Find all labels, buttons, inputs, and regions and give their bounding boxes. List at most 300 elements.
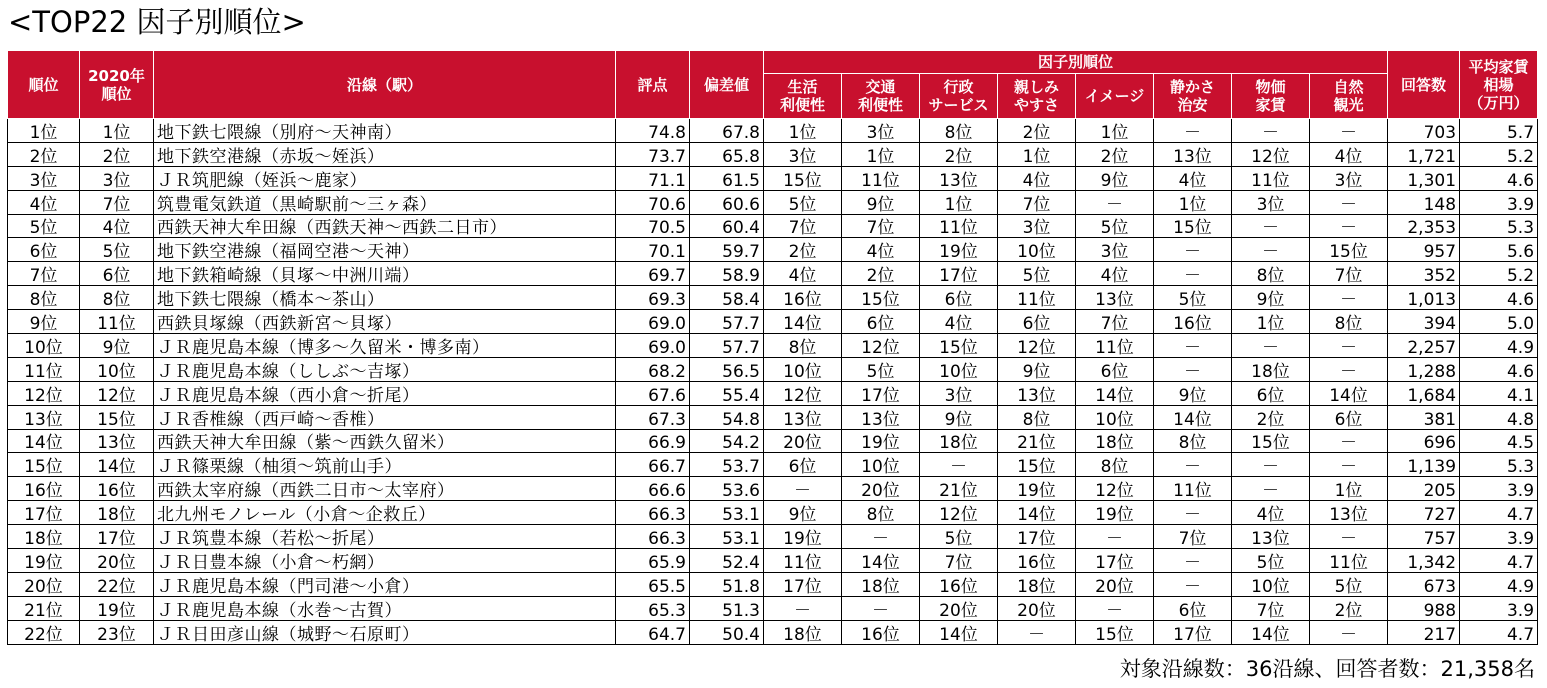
table-row	[8, 381, 1538, 405]
rank-cell: 22位	[8, 620, 80, 644]
respondents-cell: 381	[1388, 405, 1460, 429]
prev-rank-cell: 4位	[80, 214, 154, 238]
factor-image-cell: 20位	[1076, 572, 1154, 596]
factor-convenience-cell: 5位	[764, 190, 842, 214]
factor-safety-cell: 5位	[1154, 286, 1232, 310]
factor-image-cell: 4位	[1076, 262, 1154, 286]
footer-note: 対象沿線数：36沿線、回答者数：21,358名	[1119, 657, 1535, 681]
rank-cell: 14位	[8, 429, 80, 453]
table-row	[8, 142, 1538, 166]
factor-nature-cell: 6位	[1310, 405, 1388, 429]
factor-image-cell: 10位	[1076, 405, 1154, 429]
rent-cell: 4.6	[1460, 357, 1538, 381]
line-cell: ＪＲ筑豊本線（若松～折尾）	[154, 525, 616, 549]
factor-transport-cell: 6位	[842, 310, 920, 334]
factor-transport-cell: 8位	[842, 501, 920, 525]
factor-familiarity-cell: 13位	[998, 381, 1076, 405]
rent-cell: 4.6	[1460, 286, 1538, 310]
line-cell: 北九州モノレール（小倉～企救丘）	[154, 501, 616, 525]
deviation-cell: 53.1	[690, 501, 764, 525]
line-cell: 西鉄貝塚線（西鉄新宮～貝塚）	[154, 310, 616, 334]
factor-image-cell: 1位	[1076, 119, 1154, 143]
rank-cell: 5位	[8, 214, 80, 238]
factor-nature-cell: －	[1310, 620, 1388, 644]
factor-familiarity-cell: 5位	[998, 262, 1076, 286]
factor-prices-cell: 8位	[1232, 262, 1310, 286]
factor-admin-cell: 10位	[920, 357, 998, 381]
factor-nature-cell: －	[1310, 119, 1388, 143]
score-cell: 73.7	[616, 142, 690, 166]
score-cell: 69.7	[616, 262, 690, 286]
line-cell: 地下鉄空港線（福岡空港～天神）	[154, 238, 616, 262]
factor-safety-cell: －	[1154, 357, 1232, 381]
factor-familiarity-cell: －	[998, 620, 1076, 644]
factor-image-cell: －	[1076, 596, 1154, 620]
prev-rank-cell: 8位	[80, 286, 154, 310]
table-row	[8, 357, 1538, 381]
respondents-cell: 757	[1388, 525, 1460, 549]
rent-cell: 5.0	[1460, 310, 1538, 334]
factor-safety-cell: 1位	[1154, 190, 1232, 214]
deviation-cell: 50.4	[690, 620, 764, 644]
factor-convenience-cell: 18位	[764, 620, 842, 644]
rent-cell: 4.5	[1460, 429, 1538, 453]
factor-admin-cell: 14位	[920, 620, 998, 644]
factor-transport-cell: 20位	[842, 477, 920, 501]
factor-safety-cell: 6位	[1154, 596, 1232, 620]
factor-transport-cell: 3位	[842, 119, 920, 143]
factor-admin-cell: 20位	[920, 596, 998, 620]
header-factor-convenience: 生活 利便性	[764, 74, 842, 119]
prev-rank-cell: 13位	[80, 429, 154, 453]
factor-transport-cell: 14位	[842, 549, 920, 573]
factor-transport-cell: 15位	[842, 286, 920, 310]
line-cell: ＪＲ日豊本線（小倉～朽網）	[154, 549, 616, 573]
factor-nature-cell: －	[1310, 334, 1388, 358]
factor-convenience-cell: 14位	[764, 310, 842, 334]
deviation-cell: 51.3	[690, 596, 764, 620]
respondents-cell: 696	[1388, 429, 1460, 453]
factor-familiarity-cell: 10位	[998, 238, 1076, 262]
line-cell: ＪＲ鹿児島本線（水巻～古賀）	[154, 596, 616, 620]
factor-image-cell: 5位	[1076, 214, 1154, 238]
factor-safety-cell: －	[1154, 549, 1232, 573]
respondents-cell: 1,684	[1388, 381, 1460, 405]
header-rent: 平均家賃 相場 （万円）	[1460, 51, 1538, 119]
factor-prices-cell: 6位	[1232, 381, 1310, 405]
line-cell: ＪＲ日田彦山線（城野～石原町）	[154, 620, 616, 644]
factor-familiarity-cell: 12位	[998, 334, 1076, 358]
rent-cell: 4.1	[1460, 381, 1538, 405]
deviation-cell: 54.8	[690, 405, 764, 429]
factor-convenience-cell: 3位	[764, 142, 842, 166]
score-cell: 65.5	[616, 572, 690, 596]
factor-nature-cell: －	[1310, 429, 1388, 453]
prev-rank-cell: 10位	[80, 357, 154, 381]
factor-admin-cell: 5位	[920, 525, 998, 549]
factor-prices-cell: －	[1232, 119, 1310, 143]
prev-rank-cell: 7位	[80, 190, 154, 214]
score-cell: 65.9	[616, 549, 690, 573]
respondents-cell: 1,288	[1388, 357, 1460, 381]
deviation-cell: 54.2	[690, 429, 764, 453]
factor-nature-cell: －	[1310, 190, 1388, 214]
header-factor-group: 因子別順位	[764, 51, 1388, 74]
factor-transport-cell: 17位	[842, 381, 920, 405]
factor-image-cell: 3位	[1076, 238, 1154, 262]
factor-convenience-cell: 12位	[764, 381, 842, 405]
header-factor-safety: 静かさ 治安	[1154, 74, 1232, 119]
factor-convenience-cell: 9位	[764, 501, 842, 525]
prev-rank-cell: 20位	[80, 549, 154, 573]
prev-rank-cell: 2位	[80, 142, 154, 166]
factor-convenience-cell: －	[764, 477, 842, 501]
factor-familiarity-cell: 15位	[998, 453, 1076, 477]
deviation-cell: 53.7	[690, 453, 764, 477]
factor-admin-cell: 12位	[920, 501, 998, 525]
rent-cell: 3.9	[1460, 190, 1538, 214]
factor-prices-cell: 7位	[1232, 596, 1310, 620]
factor-safety-cell: 13位	[1154, 142, 1232, 166]
factor-transport-cell: 11位	[842, 166, 920, 190]
factor-safety-cell: 14位	[1154, 405, 1232, 429]
deviation-cell: 57.7	[690, 310, 764, 334]
factor-prices-cell: 14位	[1232, 620, 1310, 644]
factor-safety-cell: －	[1154, 453, 1232, 477]
table-row	[8, 453, 1538, 477]
factor-safety-cell: 15位	[1154, 214, 1232, 238]
score-cell: 66.9	[616, 429, 690, 453]
table-row	[8, 405, 1538, 429]
factor-admin-cell: －	[920, 453, 998, 477]
header-rank: 順位	[8, 51, 80, 119]
factor-safety-cell: －	[1154, 501, 1232, 525]
line-cell: ＪＲ香椎線（西戸崎～香椎）	[154, 405, 616, 429]
rank-cell: 12位	[8, 381, 80, 405]
header-respondents: 回答数	[1388, 51, 1460, 119]
table-row	[8, 262, 1538, 286]
factor-prices-cell: 15位	[1232, 429, 1310, 453]
header-factor-nature: 自然 観光	[1310, 74, 1388, 119]
deviation-cell: 67.8	[690, 119, 764, 143]
factor-admin-cell: 19位	[920, 238, 998, 262]
factor-familiarity-cell: 19位	[998, 477, 1076, 501]
deviation-cell: 56.5	[690, 357, 764, 381]
factor-convenience-cell: 15位	[764, 166, 842, 190]
respondents-cell: 2,353	[1388, 214, 1460, 238]
rent-cell: 4.7	[1460, 620, 1538, 644]
rent-cell: 4.9	[1460, 334, 1538, 358]
table-row	[8, 525, 1538, 549]
line-cell: 地下鉄空港線（赤坂～姪浜）	[154, 142, 616, 166]
factor-transport-cell: 4位	[842, 238, 920, 262]
score-cell: 70.1	[616, 238, 690, 262]
factor-convenience-cell: 13位	[764, 405, 842, 429]
deviation-cell: 61.5	[690, 166, 764, 190]
respondents-cell: 1,342	[1388, 549, 1460, 573]
factor-admin-cell: 8位	[920, 119, 998, 143]
factor-prices-cell: 4位	[1232, 501, 1310, 525]
factor-familiarity-cell: 16位	[998, 549, 1076, 573]
rank-cell: 2位	[8, 142, 80, 166]
prev-rank-cell: 12位	[80, 381, 154, 405]
score-cell: 67.6	[616, 381, 690, 405]
rank-cell: 1位	[8, 119, 80, 143]
header-deviation: 偏差値	[690, 51, 764, 119]
rank-cell: 8位	[8, 286, 80, 310]
prev-rank-cell: 6位	[80, 262, 154, 286]
factor-admin-cell: 18位	[920, 429, 998, 453]
ranking-table-body	[8, 119, 1538, 645]
rent-cell: 3.9	[1460, 525, 1538, 549]
factor-admin-cell: 4位	[920, 310, 998, 334]
score-cell: 66.6	[616, 477, 690, 501]
factor-prices-cell: 10位	[1232, 572, 1310, 596]
score-cell: 65.3	[616, 596, 690, 620]
factor-nature-cell: 7位	[1310, 262, 1388, 286]
header-factor-admin: 行政 サービス	[920, 74, 998, 119]
rank-cell: 18位	[8, 525, 80, 549]
factor-familiarity-cell: 1位	[998, 142, 1076, 166]
table-row	[8, 334, 1538, 358]
rank-cell: 17位	[8, 501, 80, 525]
deviation-cell: 60.6	[690, 190, 764, 214]
deviation-cell: 53.1	[690, 525, 764, 549]
deviation-cell: 60.4	[690, 214, 764, 238]
score-cell: 66.3	[616, 501, 690, 525]
line-cell: 筑豊電気鉄道（黒崎駅前～三ヶ森）	[154, 190, 616, 214]
factor-convenience-cell: 20位	[764, 429, 842, 453]
factor-familiarity-cell: 8位	[998, 405, 1076, 429]
line-cell: 地下鉄七隈線（別府～天神南）	[154, 119, 616, 143]
factor-prices-cell: 5位	[1232, 549, 1310, 573]
factor-image-cell: 2位	[1076, 142, 1154, 166]
factor-familiarity-cell: 20位	[998, 596, 1076, 620]
score-cell: 71.1	[616, 166, 690, 190]
ranking-table	[7, 50, 1538, 645]
factor-nature-cell: 14位	[1310, 381, 1388, 405]
table-row	[8, 501, 1538, 525]
factor-familiarity-cell: 6位	[998, 310, 1076, 334]
factor-safety-cell: 7位	[1154, 525, 1232, 549]
line-cell: ＪＲ鹿児島本線（博多～久留米・博多南）	[154, 334, 616, 358]
factor-prices-cell: 3位	[1232, 190, 1310, 214]
score-cell: 66.3	[616, 525, 690, 549]
factor-nature-cell: 3位	[1310, 166, 1388, 190]
factor-admin-cell: 6位	[920, 286, 998, 310]
respondents-cell: 988	[1388, 596, 1460, 620]
header-factor-prices: 物価 家賃	[1232, 74, 1310, 119]
rank-cell: 19位	[8, 549, 80, 573]
factor-admin-cell: 15位	[920, 334, 998, 358]
factor-safety-cell: 11位	[1154, 477, 1232, 501]
score-cell: 67.3	[616, 405, 690, 429]
score-cell: 69.3	[616, 286, 690, 310]
respondents-cell: 1,721	[1388, 142, 1460, 166]
line-cell: ＪＲ鹿児島本線（門司港～小倉）	[154, 572, 616, 596]
factor-convenience-cell: 8位	[764, 334, 842, 358]
factor-nature-cell: －	[1310, 286, 1388, 310]
factor-familiarity-cell: 2位	[998, 119, 1076, 143]
factor-prices-cell: 13位	[1232, 525, 1310, 549]
rent-cell: 5.2	[1460, 262, 1538, 286]
factor-prices-cell: 11位	[1232, 166, 1310, 190]
factor-image-cell: 11位	[1076, 334, 1154, 358]
score-cell: 70.6	[616, 190, 690, 214]
header-factor-image: イメージ	[1076, 74, 1154, 119]
rent-cell: 5.6	[1460, 238, 1538, 262]
factor-convenience-cell: 11位	[764, 549, 842, 573]
score-cell: 69.0	[616, 334, 690, 358]
factor-prices-cell: －	[1232, 334, 1310, 358]
factor-prices-cell: 9位	[1232, 286, 1310, 310]
prev-rank-cell: 16位	[80, 477, 154, 501]
header-line: 沿線（駅）	[154, 51, 616, 119]
prev-rank-cell: 9位	[80, 334, 154, 358]
prev-rank-cell: 5位	[80, 238, 154, 262]
factor-admin-cell: 1位	[920, 190, 998, 214]
factor-familiarity-cell: 18位	[998, 572, 1076, 596]
factor-admin-cell: 13位	[920, 166, 998, 190]
rent-cell: 4.8	[1460, 405, 1538, 429]
line-cell: 地下鉄箱崎線（貝塚～中洲川端）	[154, 262, 616, 286]
factor-safety-cell: －	[1154, 334, 1232, 358]
factor-admin-cell: 16位	[920, 572, 998, 596]
factor-image-cell: 19位	[1076, 501, 1154, 525]
factor-convenience-cell: 7位	[764, 214, 842, 238]
factor-nature-cell: －	[1310, 525, 1388, 549]
factor-nature-cell: 4位	[1310, 142, 1388, 166]
table-row	[8, 429, 1538, 453]
rent-cell: 5.3	[1460, 214, 1538, 238]
prev-rank-cell: 3位	[80, 166, 154, 190]
respondents-cell: 957	[1388, 238, 1460, 262]
factor-convenience-cell: 10位	[764, 357, 842, 381]
factor-nature-cell: 2位	[1310, 596, 1388, 620]
factor-image-cell: 14位	[1076, 381, 1154, 405]
deviation-cell: 58.9	[690, 262, 764, 286]
respondents-cell: 1,013	[1388, 286, 1460, 310]
factor-transport-cell: －	[842, 525, 920, 549]
respondents-cell: 727	[1388, 501, 1460, 525]
respondents-cell: 148	[1388, 190, 1460, 214]
factor-nature-cell: 15位	[1310, 238, 1388, 262]
factor-prices-cell: 2位	[1232, 405, 1310, 429]
line-cell: 地下鉄七隈線（橋本～茶山）	[154, 286, 616, 310]
factor-nature-cell: 1位	[1310, 477, 1388, 501]
table-row	[8, 238, 1538, 262]
factor-safety-cell: －	[1154, 262, 1232, 286]
factor-nature-cell: －	[1310, 453, 1388, 477]
factor-nature-cell: 13位	[1310, 501, 1388, 525]
factor-prices-cell: －	[1232, 238, 1310, 262]
rank-cell: 3位	[8, 166, 80, 190]
factor-transport-cell: 16位	[842, 620, 920, 644]
factor-convenience-cell: 19位	[764, 525, 842, 549]
factor-familiarity-cell: 4位	[998, 166, 1076, 190]
factor-prices-cell: 1位	[1232, 310, 1310, 334]
respondents-cell: 217	[1388, 620, 1460, 644]
prev-rank-cell: 23位	[80, 620, 154, 644]
factor-image-cell: 8位	[1076, 453, 1154, 477]
factor-image-cell: 6位	[1076, 357, 1154, 381]
respondents-cell: 205	[1388, 477, 1460, 501]
factor-convenience-cell: 1位	[764, 119, 842, 143]
table-row	[8, 166, 1538, 190]
table-row	[8, 190, 1538, 214]
line-cell: ＪＲ鹿児島本線（ししぶ～吉塚）	[154, 357, 616, 381]
factor-safety-cell: －	[1154, 238, 1232, 262]
factor-familiarity-cell: 7位	[998, 190, 1076, 214]
factor-convenience-cell: 17位	[764, 572, 842, 596]
line-cell: 西鉄天神大牟田線（紫～西鉄久留米）	[154, 429, 616, 453]
rent-cell: 3.9	[1460, 477, 1538, 501]
factor-image-cell: 15位	[1076, 620, 1154, 644]
factor-safety-cell: 4位	[1154, 166, 1232, 190]
factor-prices-cell: －	[1232, 214, 1310, 238]
factor-familiarity-cell: 21位	[998, 429, 1076, 453]
factor-nature-cell: －	[1310, 214, 1388, 238]
factor-prices-cell: 18位	[1232, 357, 1310, 381]
factor-transport-cell: 18位	[842, 572, 920, 596]
factor-image-cell: 13位	[1076, 286, 1154, 310]
factor-image-cell: 9位	[1076, 166, 1154, 190]
score-cell: 74.8	[616, 119, 690, 143]
factor-familiarity-cell: 3位	[998, 214, 1076, 238]
factor-admin-cell: 3位	[920, 381, 998, 405]
respondents-cell: 703	[1388, 119, 1460, 143]
factor-convenience-cell: －	[764, 596, 842, 620]
score-cell: 70.5	[616, 214, 690, 238]
factor-safety-cell: －	[1154, 572, 1232, 596]
table-row	[8, 119, 1538, 143]
factor-transport-cell: 19位	[842, 429, 920, 453]
rent-cell: 5.7	[1460, 119, 1538, 143]
deviation-cell: 57.7	[690, 334, 764, 358]
factor-transport-cell: 10位	[842, 453, 920, 477]
factor-nature-cell: 8位	[1310, 310, 1388, 334]
deviation-cell: 51.8	[690, 572, 764, 596]
score-cell: 69.0	[616, 310, 690, 334]
rank-cell: 9位	[8, 310, 80, 334]
factor-familiarity-cell: 11位	[998, 286, 1076, 310]
factor-image-cell: 12位	[1076, 477, 1154, 501]
table-row	[8, 477, 1538, 501]
respondents-cell: 394	[1388, 310, 1460, 334]
respondents-cell: 673	[1388, 572, 1460, 596]
factor-image-cell: 7位	[1076, 310, 1154, 334]
table-row	[8, 549, 1538, 573]
factor-safety-cell: 8位	[1154, 429, 1232, 453]
factor-image-cell: 17位	[1076, 549, 1154, 573]
rent-cell: 4.6	[1460, 166, 1538, 190]
factor-prices-cell: 12位	[1232, 142, 1310, 166]
factor-admin-cell: 21位	[920, 477, 998, 501]
factor-convenience-cell: 2位	[764, 238, 842, 262]
respondents-cell: 1,301	[1388, 166, 1460, 190]
factor-prices-cell: －	[1232, 453, 1310, 477]
header-factor-familiarity: 親しみ やすさ	[998, 74, 1076, 119]
prev-rank-cell: 18位	[80, 501, 154, 525]
rent-cell: 5.3	[1460, 453, 1538, 477]
rent-cell: 4.9	[1460, 572, 1538, 596]
deviation-cell: 52.4	[690, 549, 764, 573]
line-cell: 西鉄天神大牟田線（西鉄天神～西鉄二日市）	[154, 214, 616, 238]
factor-convenience-cell: 4位	[764, 262, 842, 286]
factor-familiarity-cell: 14位	[998, 501, 1076, 525]
factor-admin-cell: 9位	[920, 405, 998, 429]
rent-cell: 5.2	[1460, 142, 1538, 166]
